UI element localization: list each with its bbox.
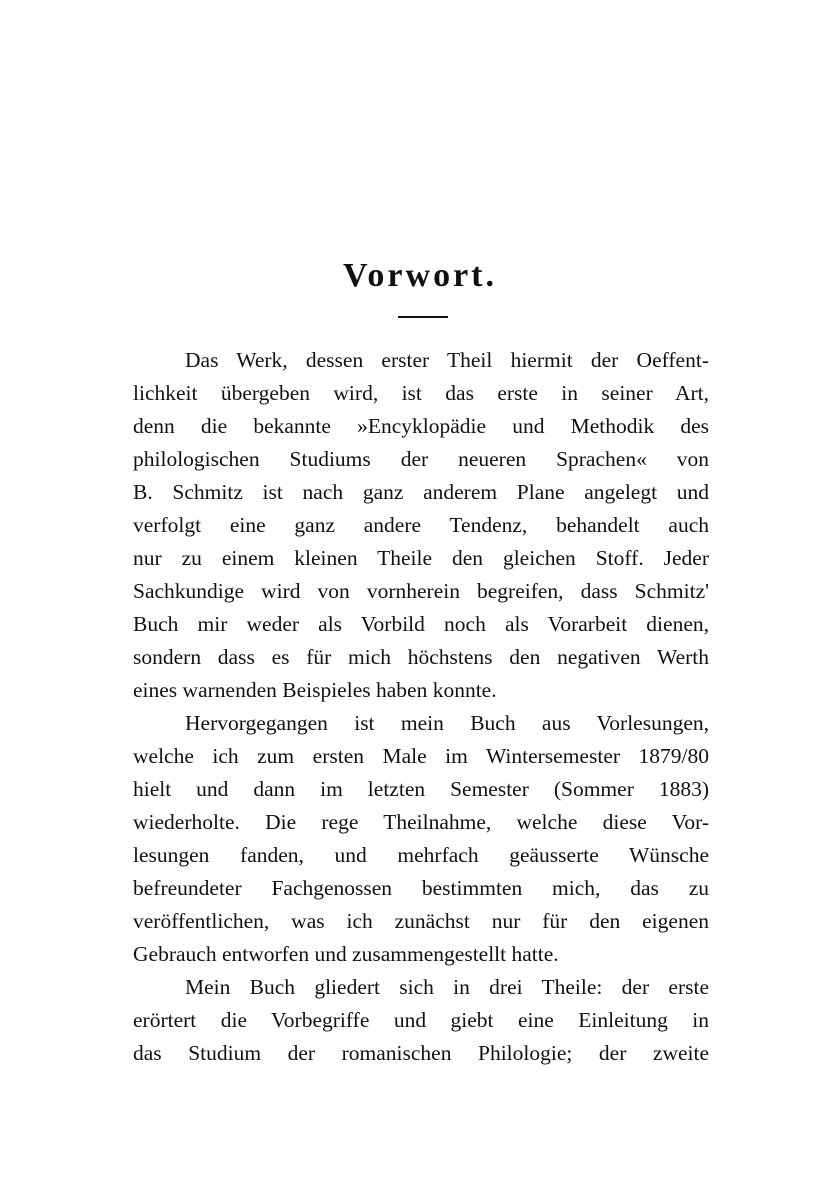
paragraph-1 — [133, 344, 709, 707]
text-line: lichkeit übergeben wird, ist das erste in seiner Art, — [133, 381, 709, 405]
text-line: wiederholte. Die rege Theilnahme, welche diese Vor- — [133, 810, 709, 834]
text-line: Das Werk, dessen erster Theil hiermit der Oeffent- — [185, 348, 709, 372]
text-line: das Studium der romanischen Philologie; der zweite — [133, 1041, 709, 1065]
text-line: lesungen fanden, und mehrfach geäusserte Wünsche — [133, 843, 709, 867]
text-line: Mein Buch gliedert sich in drei Theile: der erste — [185, 975, 709, 999]
title-divider — [398, 316, 448, 318]
text-line: eines warnenden Beispieles haben konnte. — [133, 678, 497, 702]
text-line: hielt und dann im letzten Semester (Sommer 1883) — [133, 777, 709, 801]
paragraph-3 — [133, 971, 709, 1070]
text-line: nur zu einem kleinen Theile den gleichen Stoff. Jeder — [133, 546, 709, 570]
text-line: veröffentlichen, was ich zunächst nur für den eigenen — [133, 909, 709, 933]
page-title: Vorwort. — [343, 257, 497, 294]
text-line: philologischen Studiums der neueren Sprachen« von — [133, 447, 709, 471]
text-line: welche ich zum ersten Male im Wintersemester 1879/80 — [133, 744, 709, 768]
text-line: befreundeter Fachgenossen bestimmten mich, das zu — [133, 876, 709, 900]
text-line: Sachkundige wird von vornherein begreifen, dass Schmitz' — [133, 579, 709, 603]
paragraph-2 — [133, 707, 709, 971]
text-line: B. Schmitz ist nach ganz anderem Plane angelegt und — [133, 480, 709, 504]
text-line: verfolgt eine ganz andere Tendenz, behandelt auch — [133, 513, 709, 537]
text-line: sondern dass es für mich höchstens den negativen Werth — [133, 645, 709, 669]
text-line: erörtert die Vorbegriffe und giebt eine Einleitung in — [133, 1008, 709, 1032]
text-line: Gebrauch entworfen und zusammengestellt hatte. — [133, 942, 559, 966]
text-line: denn die bekannte »Encyklopädie und Methodik des — [133, 414, 709, 438]
foreword-body — [133, 344, 709, 1070]
text-line: Buch mir weder als Vorbild noch als Vorarbeit dienen, — [133, 612, 709, 636]
text-line: Hervorgegangen ist mein Buch aus Vorlesungen, — [185, 711, 709, 735]
